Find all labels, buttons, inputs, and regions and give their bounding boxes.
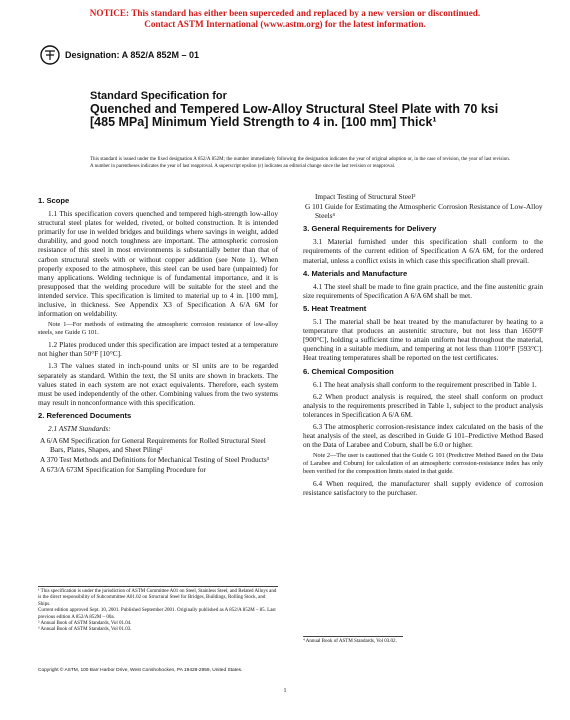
section-heat-treatment-heading: 5. Heat Treatment (303, 303, 367, 313)
ref-g101: G 101 Guide for Estimating the Atmospheric Corrosion Resistance of Low-Alloy Steels⁴ (305, 202, 543, 221)
section-chemical-composition-heading: 6. Chemical Composition (303, 366, 394, 376)
supersede-notice (0, 8, 570, 30)
astm-logo-icon (40, 45, 60, 65)
para-6-1: 6.1 The heat analysis shall conform to the requirement prescribed in Table 1. (313, 379, 537, 389)
notice-line-2: Contact ASTM International (www.astm.org) for the latest information. (144, 19, 426, 29)
copyright-line: Copyright © ASTM, 100 Barr Harbor Drive, West Conshohocken, PA 19428-2959, United States. (38, 668, 243, 673)
para-6-3: 6.3 The atmospheric corrosion-resistance index calculated on the basis of the heat analysis of the steel, as described in Guide G 101–Predictive Method Based on the Data of Larabee and Coburn, shall be 6.0 or higher. (303, 421, 543, 450)
ref-a673-continued: Impact Testing of Structural Steel² (315, 192, 416, 201)
section-scope-heading: 1. Scope (38, 196, 70, 205)
ref-a673: A 673/A 673M Specification for Sampling Procedure for (40, 465, 206, 475)
para-3-1: 3.1 Material furnished under this specification shall conform to the requirements of the current edition of Specification A 6/A 6M, for the ordered material, unless a conflict exists in which case this specification shall prevail. (303, 237, 543, 265)
para-1-3: 1.3 The values stated in inch-pound units or SI units are to be regarded separately as standard. Within the text, the SI units are shown in brackets. The values stated in each system are not exact equivalents. Therefore, each system must be used independently of the other. Combining values from the two systems may result in nonconformance with this specification. (38, 361, 278, 407)
ref-a370: A 370 Test Methods and Definitions for Mechanical Testing of Steel Products³ (40, 455, 269, 465)
note-1: Note 1—For methods of estimating the atmospheric corrosion resistance of low-alloy steels, see Guide G 101. (38, 321, 278, 337)
title-block (90, 90, 510, 129)
designation-text: Designation: A 852/A 852M – 01 (65, 50, 200, 60)
para-1-1: 1.1 This specification covers quenched and tempered high-strength low-alloy structural steel plates for welded, riveted, or bolted construction. It is intended primarily for use in welded bridges and buildings where savings in weight, added durability, and good notch toughness are important. The atmospheric corrosion resistance of this steel in most environments is substantially better than that of carbon structural steels with or without copper addition (see Note 1). When properly exposed to the atmosphere, this steel can be used bare (unpainted) for many applications. Welding technique is of fundamental importance, and it is presupposed that the welding procedure will be suitable for the steel and the intended service. This specification is limited to material up to 4 in. [100 mm], inclusive, in thickness. See Appendix X3 of Specification A 6/A 6M for information on weldability. (38, 209, 278, 319)
right-footnotes (303, 636, 403, 645)
section-materials-heading: 4. Materials and Manufacture (303, 268, 408, 278)
page-number: 1 (283, 688, 287, 694)
para-4-1: 4.1 The steel shall be made to fine grain practice, and the fine austenitic grain size requirements of Specification A 6/A 6M shall be met. (303, 281, 543, 300)
para-6-4: 6.4 When required, the manufacturer shall supply evidence of corrosion resistance satisfactory to the purchaser. (303, 479, 543, 498)
ref-a6: A 6/A 6M Specification for General Requirements for Rolled Structural Steel Bars, Plates, Shapes, and Sheet Piling² (40, 436, 266, 455)
right-column (303, 192, 543, 500)
para-2-1: 2.1 ASTM Standards: (48, 423, 111, 433)
para-1-2: 1.2 Plates produced under this specification are impact tested at a temperature not higher than 50°F [10°C]. (38, 340, 278, 359)
left-footnotes (38, 586, 278, 634)
para-6-2: 6.2 When product analysis is required, the steel shall conform on product analysis to the requirements prescribed in Table 1, subject to the product analysis tolerances in Specification A 6/A 6M. (303, 391, 543, 419)
footnote-4: ⁴ Annual Book of ASTM Standards, Vol 03.02. (303, 639, 397, 644)
footnote-2: ² Annual Book of ASTM Standards, Vol 01.04. (38, 621, 132, 627)
footnote-1b: Current edition approved Sept. 10, 2001. Published September 2001. Originally published as A 852/A 852M – 85. Last previous edition A 852/A 852M – 00a. (38, 608, 276, 620)
issuance-note: This standard is issued under the fixed designation A 852/A 852M; the number immediately following the designation indicates the year of original adoption or, in the case of revision, the year of last revision. A number in parentheses indicates the year of last reapproval. A superscript epsilon (ε) indicates an editorial change since the last revision or reapproval. (90, 157, 510, 169)
notice-line-1: NOTICE: This standard has either been superceded and replaced by a new version or discontinued. (89, 8, 481, 18)
note-2: Note 2—The user is cautioned that the Guide G 101 (Predictive Method Based on the Data of Larabee and Coburn) for calculation of an atmospheric corrosion-resistance index has only been verified for the composition limits stated in that guide. (303, 452, 543, 476)
title-prefix: Standard Specification for (90, 90, 227, 102)
designation-line (40, 45, 199, 65)
footnote-3: ³ Annual Book of ASTM Standards, Vol 01.03. (38, 627, 132, 633)
left-column (38, 192, 278, 475)
title-main: Quenched and Tempered Low-Alloy Structural Steel Plate with 70 ksi [485 MPa] Minimum Yield Strength to 4 in. [100 mm] Thick¹ (90, 102, 499, 129)
footnote-1: ¹ This specification is under the jurisdiction of ASTM Committee A01 on Steel, Stainless Steel, and Related Alloys and is the direct responsibility of Subcommittee A01.02 on Structural Steel for Bridges, Buildings, Rolling Stock, and Ships. (38, 589, 277, 607)
para-5-1: 5.1 The material shall be heat treated by the manufacturer by heating to a temperature that produces an austenitic structure, but not less than 1650°F [900°C], holding a sufficient time to attain uniform heat throughout the material, quenching in a suitable medium, and tempering at not less than 1100°F [593°C]. Heat treating temperatures shall be reported on the test certificates. (303, 317, 543, 363)
section-referenced-docs-heading: 2. Referenced Documents (38, 410, 132, 420)
section-general-requirements-heading: 3. General Requirements for Delivery (303, 224, 437, 234)
